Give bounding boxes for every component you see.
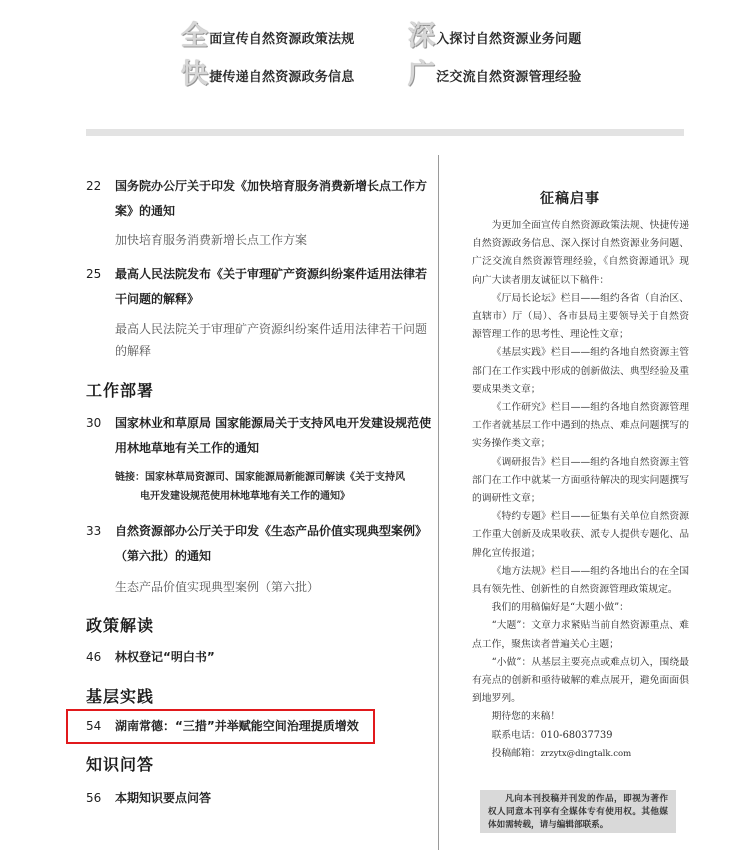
page-number: 25 <box>86 267 102 281</box>
contact-phone: 联系电话：010-68037739 <box>491 729 613 741</box>
slogan-3 <box>181 59 355 90</box>
slogan-4-text: 泛交流自然资源管理经验 <box>436 70 582 85</box>
copyright-note: 凡向本刊投稿并刊发的作品，即视为著作权人同意本刊享有全媒体专有使用权。其他媒体如需转载，请与编辑部联系。 <box>480 790 676 833</box>
email-label: 投稿邮箱： <box>491 747 541 759</box>
toc-entry-46[interactable] <box>86 645 432 670</box>
slogan-1-text: 面宣传自然资源政策法规 <box>209 32 355 47</box>
entry-title: 最高人民法院发布《关于审理矿产资源纠纷案件适用法律若干问题的解释》 <box>115 267 428 306</box>
section-heading-qa: 知识问答 <box>86 755 155 774</box>
page-number: 46 <box>86 650 102 664</box>
notice-paragraph: 期待您的来稿！ <box>491 711 561 723</box>
entry-title: 本期知识要点问答 <box>115 791 212 805</box>
slogan-4 <box>408 59 582 90</box>
notice-paragraph: 《调研报告》栏目——组约各地自然资源主管部门在工作中就某一方面亟待解决的现实问题撰写的调研性文章； <box>472 456 689 505</box>
notice-paragraph: “小做”：从基层主要亮点或难点切入，围绕最有亮点的创新和亟待破解的难点展开，避免面面俱到地罗列。 <box>472 656 689 705</box>
toc-entry-22[interactable] <box>86 174 432 224</box>
toc-entry-54[interactable] <box>86 714 432 739</box>
notice-body <box>472 217 689 763</box>
notice-paragraph: 《厅局长论坛》栏目——组约各省（自治区、直辖市）厅（局）、各市县局主要领导关于自然资源管理工作的思考性、理论性文章； <box>472 292 689 341</box>
slogan-4-initial: 广 <box>408 59 436 90</box>
page-number: 33 <box>86 524 102 538</box>
toc-subentry-22[interactable]: 加快培育服务消费新增长点工作方案 <box>115 233 308 247</box>
section-heading-grassroots: 基层实践 <box>86 687 155 706</box>
toc-entry-33[interactable] <box>86 519 432 569</box>
slogan-1-initial: 全 <box>181 21 209 52</box>
notice-title: 征稿启事 <box>540 191 600 207</box>
link-line-1: 链接：国家林草局资源司、国家能源局新能源司解读《关于支持风 <box>115 472 405 483</box>
toc-subentry-33[interactable]: 生态产品价值实现典型案例（第六批） <box>115 580 320 594</box>
notice-paragraph: 《工作研究》栏目——组约各地自然资源管理工作者就基层工作中遇到的热点、难点问题撰写的实务操作类文章； <box>472 402 689 450</box>
notice-paragraph: 《特约专题》栏目——征集有关单位自然资源工作重大创新及成果收获、派专人提供专题化、品牌化宣传报道； <box>472 511 689 559</box>
slogan-2-text: 入探讨自然资源业务问题 <box>436 32 582 47</box>
toc-entry-25[interactable] <box>86 262 432 312</box>
slogan-3-initial: 快 <box>181 59 209 90</box>
entry-title: 国务院办公厅关于印发《加快培育服务消费新增长点工作方案》的通知 <box>115 179 428 218</box>
slogan-3-text: 捷传递自然资源政务信息 <box>209 70 355 85</box>
slogan-2 <box>408 21 582 52</box>
page-number: 22 <box>86 179 102 193</box>
notice-paragraph: 《地方法规》栏目——组约各地出台的在全国具有领先性、创新性的自然资源管理政策规定。 <box>472 565 689 596</box>
toc-entry-56[interactable] <box>86 786 432 811</box>
page-number: 56 <box>86 791 102 805</box>
contact-email <box>472 745 689 763</box>
slogan-2-initial: 深 <box>408 21 436 52</box>
entry-title: 湖南常德：“三措”并举赋能空间治理提质增效 <box>115 719 359 733</box>
page-number: 54 <box>86 719 102 733</box>
section-heading-policy: 政策解读 <box>86 616 155 635</box>
toc-link-30[interactable] <box>115 468 430 506</box>
entry-title: 自然资源部办公厅关于印发《生态产品价值实现典型案例》（第六批）的通知 <box>115 524 428 563</box>
header-divider-bar <box>86 129 684 136</box>
email-address[interactable]: zrzytx@dingtalk.com <box>540 748 632 759</box>
notice-paragraph: 为更加全面宣传自然资源政策法规、快捷传递自然资源政务信息、深入探讨自然资源业务问题、广泛交流自然资源管理经验，《自然资源通讯》现向广大读者朋友诚征以下稿件： <box>472 220 689 286</box>
entry-title: 国家林业和草原局 国家能源局关于支持风电开发建设规范使用林地草地有关工作的通知 <box>115 416 432 455</box>
toc-subentry-25[interactable]: 最高人民法院关于审理矿产资源纠纷案件适用法律若干问题的解释 <box>115 322 428 358</box>
toc-entry-30[interactable] <box>86 411 432 461</box>
link-line-2: 电开发建设规范使用林地草地有关工作的通知》 <box>140 491 350 502</box>
entry-title: 林权登记“明白书” <box>115 650 215 664</box>
notice-paragraph: 我们的用稿偏好是“大题小做”： <box>491 602 629 614</box>
notice-paragraph: 《基层实践》栏目——组约各地自然资源主管部门在工作实践中形成的创新做法、典型经验及重要成果类文章； <box>472 347 689 395</box>
slogan-1 <box>181 21 355 52</box>
page-number: 30 <box>86 416 102 430</box>
column-divider <box>438 155 439 850</box>
section-heading-work: 工作部署 <box>86 381 155 400</box>
notice-paragraph: “大题”：文章力求紧贴当前自然资源重点、难点工作，聚焦读者普遍关心主题； <box>472 620 689 650</box>
